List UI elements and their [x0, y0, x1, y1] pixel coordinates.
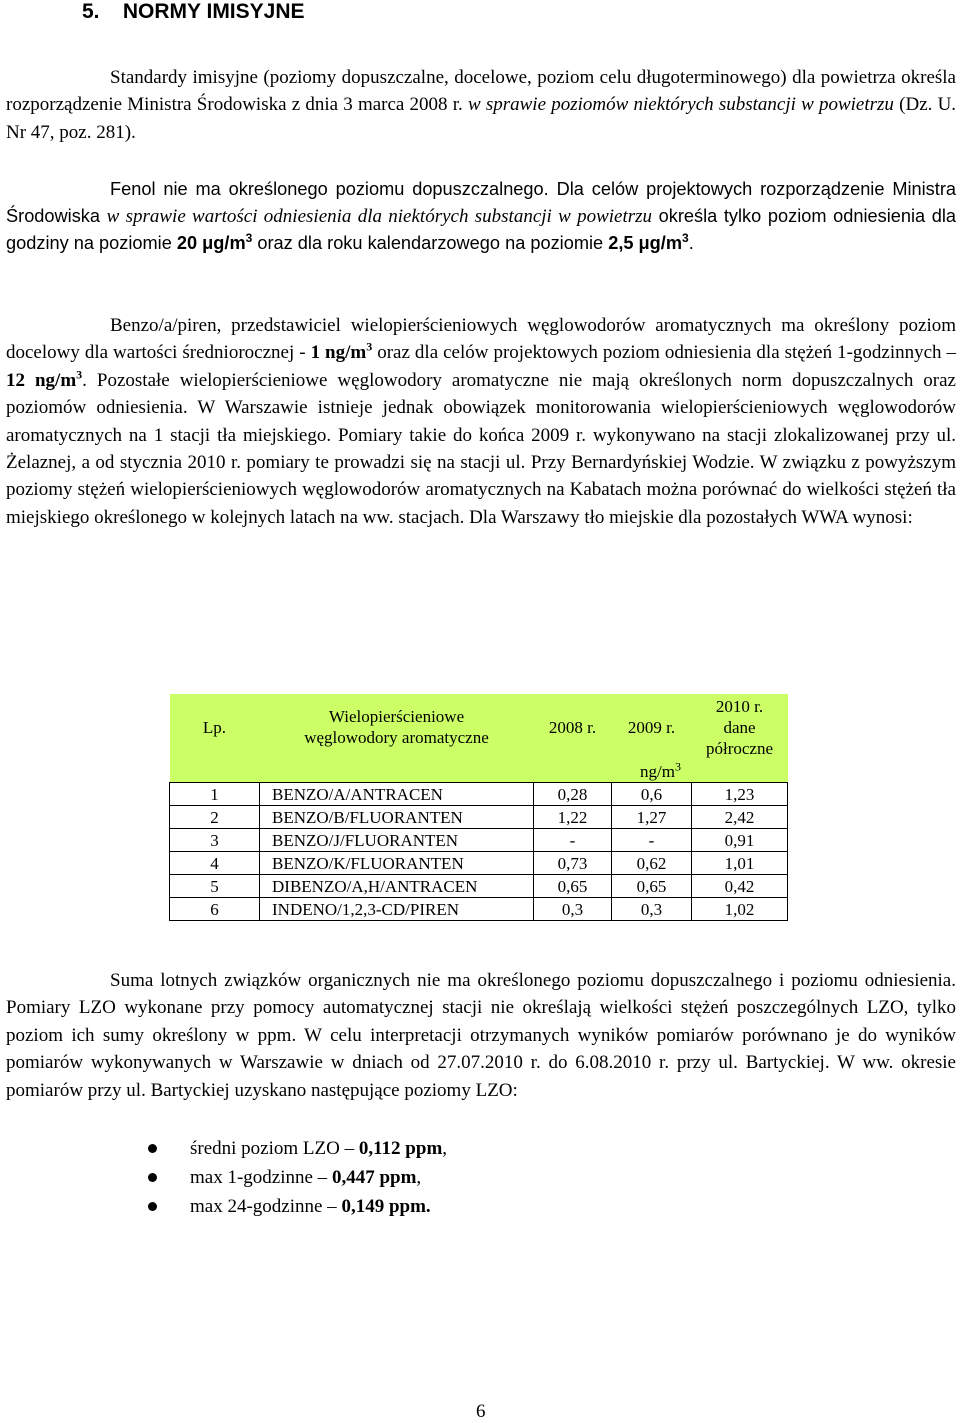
p3-annual-value: 1 ng/m: [310, 342, 367, 364]
document-page: [6, 0, 956, 1423]
p4-text: Suma lotnych związków organicznych nie ma określonego poziomu dopuszczalnego i poziomu odniesienia. Pomiary LZO wykonane przy pomocy automatycznej stacji nie określają wielkości stężeń poszczególnych LZO, tylko poziom ich sumy określony w ppm. W celu interpretacji otrzymanych wyników pomiarów porównano je do wyników pomiarów wykonywanych w Warszawie w dniach od 27.07.2010 r. do 6.08.2010 r. przy ul. Bartyckiej. W ww. okresie pomiarów przy ul. Bartyckiej uzyskano następujące poziomy LZO:: [6, 970, 956, 1101]
table-row: [170, 829, 788, 852]
p2-hourly-value: 20 μg/m: [176, 233, 246, 253]
p2-sup-2: 3: [682, 230, 689, 245]
cell-lp: 3: [170, 829, 260, 852]
cell-name: BENZO/K/FLUORANTEN: [260, 852, 534, 875]
bullet-tail: ,: [442, 1138, 448, 1159]
pah-table: [169, 694, 788, 921]
section-number: 5.: [82, 0, 100, 23]
unit-label: [534, 760, 788, 783]
cell-name: DIBENZO/A,H/ANTRACEN: [260, 875, 534, 898]
cell-2009: 1,27: [612, 806, 692, 829]
list-item: [146, 1163, 447, 1192]
p3-text-g: . Pozostałe wielopierścieniowe węglowodory aromatyczne nie mają określonych norm dopuszczalnych oraz poziomów odniesienia. W Warszawie istnieje jednak obowiązek monitorowania wielopierścieniowych węglowodorów aromatycznych na 1 stacji tła miejskiego. Pomiary takie do końca 2009 r. wykonywano na stacji zlokalizowanej przy ul. Żelaznej, a od stycznia 2010 r. pomiary te prowadzi się na stacji ul. Przy Bernardyńskiej Wodzie. W związku z powyższym poziomy stężeń wielopierścieniowych węglowodorów aromatycznych na Kabatach można porównać do wielkości stężeń tła miejskiego określonego w kolejnych latach na ww. stacjach. Dla Warszawy tło miejskie dla pozostałych WWA wynosi:: [6, 369, 956, 528]
cell-2008: 1,22: [534, 806, 612, 829]
paragraph-phenol: [6, 176, 956, 257]
list-item: [146, 1192, 447, 1221]
cell-2009: 0,3: [612, 898, 692, 921]
cell-name: BENZO/J/FLUORANTEN: [260, 829, 534, 852]
cell-2010: 0,91: [692, 829, 788, 852]
p1-regulation-title: w sprawie poziomów niektórych substancji w powietrzu: [467, 94, 894, 116]
p3-text-d: oraz dla celów projektowych poziom odniesienia dla stężeń 1-godzinnych –: [377, 342, 957, 364]
p3-text-a: Benzo/a/piren, przedstawiciel wielopierścieniowych węglowodorów aromatycznych ma określony poziom docelowy dla wartości średniorocznej -: [6, 315, 956, 364]
p3-sup-2: 3: [76, 367, 83, 382]
bullet-label: max 24-godzinne –: [190, 1196, 337, 1217]
unit-sup: 3: [674, 758, 681, 773]
p2-sup-1: 3: [245, 230, 253, 245]
p2-annual-value: 2,5 μg/m: [608, 233, 683, 253]
table-row: [170, 875, 788, 898]
p1-text-c: (Dz. U. Nr 47, poz. 281).: [6, 94, 957, 143]
voc-levels-list: [146, 1134, 447, 1221]
table-row: [170, 783, 788, 806]
table-unit-row: [170, 760, 788, 783]
cell-2010: 1,01: [692, 852, 788, 875]
bullet-value: 0,447 ppm: [331, 1167, 417, 1188]
cell-name: BENZO/B/FLUORANTEN: [260, 806, 534, 829]
cell-lp: 6: [170, 898, 260, 921]
header-2009: 2009 r.: [612, 694, 692, 760]
bullet-icon: [148, 1173, 157, 1182]
cell-2010: 1,23: [692, 783, 788, 806]
paragraph-voc: [6, 967, 956, 1104]
page-number: 6: [476, 1401, 486, 1422]
cell-lp: 2: [170, 806, 260, 829]
header-substance: [260, 694, 534, 760]
paragraph-standards: [6, 64, 956, 146]
bullet-label: średni poziom LZO –: [190, 1138, 355, 1159]
cell-2009: 0,6: [612, 783, 692, 806]
header-2010: [692, 694, 788, 760]
section-heading: [82, 0, 305, 25]
table-header-row: [170, 694, 788, 760]
cell-lp: 1: [170, 783, 260, 806]
unit-spacer-2: [260, 760, 534, 783]
p1-text-a: Standardy imisyjne (poziomy dopuszczalne, docelowe, poziom celu długoterminowego) dla powietrza określa rozporządzenie Ministra Środowiska z dnia 3 marca 2008 r.: [6, 67, 956, 116]
p3-hourly-value: 12 ng/m: [6, 369, 77, 391]
cell-2009: 0,65: [612, 875, 692, 898]
cell-2008: 0,73: [534, 852, 612, 875]
p2-end: .: [688, 233, 694, 253]
paragraph-benzopyrene: [6, 312, 956, 531]
table-row: [170, 898, 788, 921]
cell-name: BENZO/A/ANTRACEN: [260, 783, 534, 806]
list-item: [146, 1134, 447, 1163]
bullet-label: max 1-godzinne –: [190, 1167, 328, 1188]
unit-text: ng/m: [640, 761, 675, 781]
header-2008: 2008 r.: [534, 694, 612, 760]
cell-2009: -: [612, 829, 692, 852]
p2-text-a: Fenol nie ma określonego poziomu dopuszczalnego. Dla celów projektowych rozporządzenie Ministra Środowiska: [6, 179, 956, 226]
cell-lp: 4: [170, 852, 260, 875]
bullet-tail: ,: [416, 1167, 422, 1188]
p3-sup-1: 3: [366, 340, 373, 355]
header-substance-line2: węglowodory aromatyczne: [304, 728, 489, 747]
header-2010-line2: dane: [723, 717, 756, 737]
cell-lp: 5: [170, 875, 260, 898]
cell-2008: -: [534, 829, 612, 852]
cell-name: INDENO/1,2,3-CD/PIREN: [260, 898, 534, 921]
bullet-icon: [148, 1202, 157, 1211]
bullet-value: 0,149 ppm.: [341, 1196, 431, 1217]
cell-2008: 0,3: [534, 898, 612, 921]
header-2010-line1: 2010 r.: [715, 696, 764, 716]
table-row: [170, 852, 788, 875]
header-2010-line3: półroczne: [705, 738, 774, 758]
header-lp: Lp.: [170, 694, 260, 760]
cell-2009: 0,62: [612, 852, 692, 875]
bullet-icon: [148, 1144, 157, 1153]
cell-2010: 2,42: [692, 806, 788, 829]
unit-spacer-1: [170, 760, 260, 783]
cell-2008: 0,28: [534, 783, 612, 806]
p2-text-c: określa tylko poziom odniesienia dla godziny na poziomie: [6, 206, 956, 253]
cell-2010: 0,42: [692, 875, 788, 898]
header-substance-line1: Wielopierścieniowe: [328, 707, 465, 726]
section-title: NORMY IMISYJNE: [122, 0, 305, 23]
cell-2008: 0,65: [534, 875, 612, 898]
table-row: [170, 806, 788, 829]
bullet-value: 0,112 ppm: [358, 1138, 443, 1159]
cell-2010: 1,02: [692, 898, 788, 921]
p2-regulation-title: w sprawie wartości odniesienia dla niektórych substancji w powietrzu: [106, 206, 653, 227]
p2-text-f: oraz dla roku kalendarzowego na poziomie: [257, 233, 604, 253]
